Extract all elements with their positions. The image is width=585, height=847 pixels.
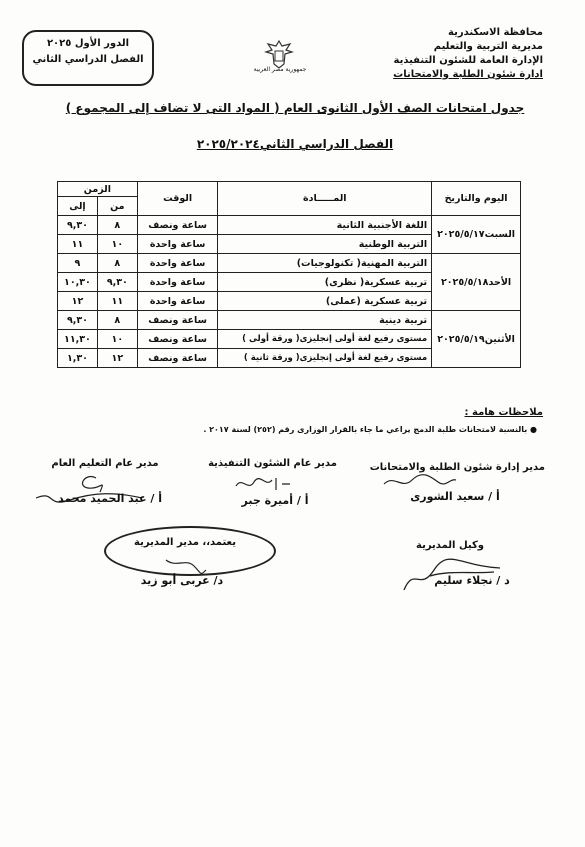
to-cell: ١١ xyxy=(58,235,98,254)
approval-text: يعتمد،، مدير المديرية xyxy=(134,537,236,548)
note-item xyxy=(203,425,537,434)
from-cell: ١١ xyxy=(97,292,137,311)
header-duration: الزمن xyxy=(58,182,138,197)
day-cell: الأحد٢٠٢٥/٥/١٨ xyxy=(432,254,521,311)
semester-line: الفصل الدراسي الثاني xyxy=(32,54,144,65)
signature-mark xyxy=(380,470,460,492)
from-cell: ٨ xyxy=(97,254,137,273)
to-cell: ١١,٣٠ xyxy=(58,330,98,349)
to-cell: ٩,٣٠ xyxy=(58,216,98,235)
administration-line: الإدارة العامة للشئون التنفيذية xyxy=(393,55,543,66)
signature-mark xyxy=(232,474,292,494)
from-cell: ٨ xyxy=(97,216,137,235)
subject-cell: التربية الوطنية xyxy=(218,235,432,254)
to-cell: ١٠,٣٠ xyxy=(58,273,98,292)
time-cell: ساعة واحدة xyxy=(137,273,218,292)
issuing-authority xyxy=(343,26,543,82)
exam-schedule-table xyxy=(57,181,521,368)
time-cell: ساعة واحدة xyxy=(137,292,218,311)
header-time: الوقت xyxy=(137,182,218,216)
governorate-line: محافظة الاسكندرية xyxy=(448,27,543,38)
signature-name-executive-affairs: أ / أميرة جبر xyxy=(241,494,309,507)
from-cell: ١٢ xyxy=(97,349,137,368)
note-text: بالنسبة لامتحانات طلبة الدمج يراعي ما جاء بالقرار الوزارى رقم (٢٥٢) لسنة ٢٠١٧ . xyxy=(203,425,528,434)
signature-title-deputy: وكيل المديرية xyxy=(416,540,484,551)
table-row xyxy=(58,311,521,330)
header-day: اليوم والتاريخ xyxy=(432,182,521,216)
subject-cell: اللغة الأجنبية الثانية xyxy=(218,216,432,235)
subject-cell: تربية عسكرية (عملى) xyxy=(218,292,432,311)
time-cell: ساعة ونصف xyxy=(137,330,218,349)
table-header-row xyxy=(58,182,521,197)
notes-heading: ملاحظات هامة : xyxy=(464,407,543,418)
header-subject: المـــــادة xyxy=(218,182,432,216)
approval-name: د/ عربى أبو زيد xyxy=(140,574,224,587)
from-cell: ١٠ xyxy=(97,330,137,349)
to-cell: ٩,٣٠ xyxy=(58,311,98,330)
subject-cell: التربية المهنية( تكنولوجيات) xyxy=(218,254,432,273)
header-to: إلى xyxy=(58,197,98,216)
directorate-line: مديرية التربية والتعليم xyxy=(433,41,543,52)
time-cell: ساعة واحدة xyxy=(137,254,218,273)
subject-cell: مستوى رفيع لغة أولى إنجليزى( ورقة أولى ) xyxy=(218,330,432,349)
signature-name-deputy: د / نجلاء سليم xyxy=(434,574,510,587)
session-line: الدور الأول ٢٠٢٥ xyxy=(46,38,130,49)
subject-cell: مستوى رفيع لغة أولى إنجليزى( ورقة ثانية ) xyxy=(218,349,432,368)
signature-name-students-affairs: أ / سعيد الشورى xyxy=(410,490,500,503)
day-cell: الأثنين٢٠٢٥/٥/١٩ xyxy=(432,311,521,368)
header-from: من xyxy=(97,197,137,216)
from-cell: ٨ xyxy=(97,311,137,330)
table-row xyxy=(58,254,521,273)
signature-title-executive-affairs: مدير عام الشئون التنفيذية xyxy=(208,458,337,469)
subject-cell: تربية دينية xyxy=(218,311,432,330)
department-line: ادارة شئون الطلبة والامتحانات xyxy=(393,69,543,80)
bullet-icon: ● xyxy=(527,425,537,434)
to-cell: ١,٣٠ xyxy=(58,349,98,368)
page-subtitle: الفصل الدراسي الثاني٢٠٢٥/٢٠٢٤ xyxy=(196,137,394,151)
from-cell: ٩,٣٠ xyxy=(97,273,137,292)
signature-name-general-education: أ / عبد الحميد محمد xyxy=(58,492,162,505)
subject-cell: تربية عسكرية( نظرى) xyxy=(218,273,432,292)
emblem-caption: جمهورية مصر العربية xyxy=(253,66,307,73)
table-row xyxy=(58,216,521,235)
to-cell: ١٢ xyxy=(58,292,98,311)
time-cell: ساعة ونصف xyxy=(137,349,218,368)
page-title: جدول امتحانات الصف الأول الثانوى العام ( المواد التى لا تضاف إلى المجموع ) xyxy=(65,101,525,115)
time-cell: ساعة واحدة xyxy=(137,235,218,254)
day-cell: السبت٢٠٢٥/٥/١٧ xyxy=(432,216,521,254)
signature-title-students-affairs: مدير إدارة شئون الطلبة والامتحانات xyxy=(369,462,545,473)
signature-title-general-education: مدير عام التعليم العام xyxy=(51,458,159,469)
time-cell: ساعة ونصف xyxy=(137,311,218,330)
to-cell: ٩ xyxy=(58,254,98,273)
time-cell: ساعة ونصف xyxy=(137,216,218,235)
from-cell: ١٠ xyxy=(97,235,137,254)
session-box xyxy=(22,30,154,86)
